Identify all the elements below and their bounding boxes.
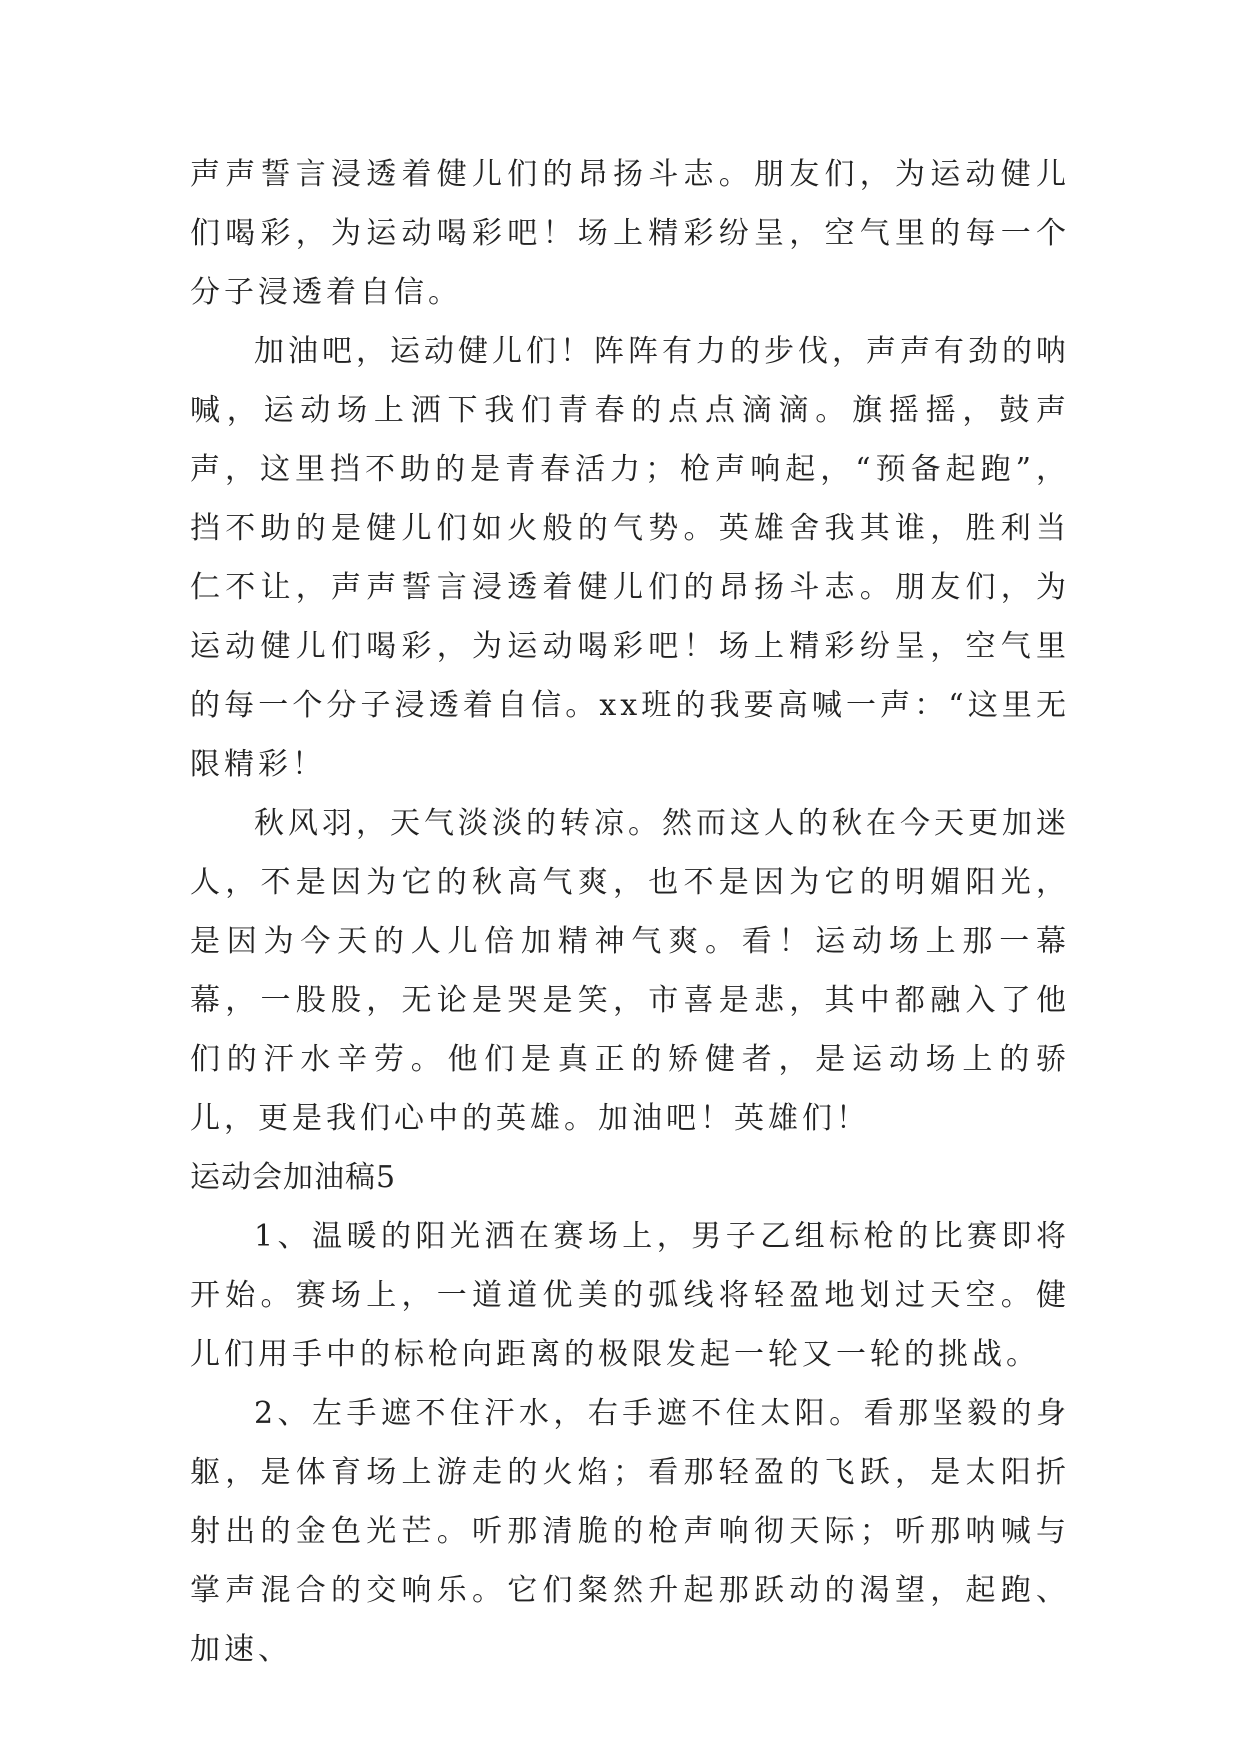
- paragraph-1: 声声誓言浸透着健儿们的昂扬斗志。朋友们，为运动健儿们喝彩，为运动喝彩吧！场上精彩纷呈，空气里的每一个分子浸透着自信。: [190, 157, 1070, 310]
- document-body: [190, 145, 1070, 1679]
- paragraph-4: 1、温暖的阳光洒在赛场上，男子乙组标枪的比赛即将开始。赛场上，一道道优美的弧线将轻盈地划过天空。健儿们用手中的标枪向距离的极限发起一轮又一轮的挑战。: [190, 1219, 1070, 1372]
- paragraph-3: 秋风羽，天气淡淡的转凉。然而这人的秋在今天更加迷人，不是因为它的秋高气爽，也不是因为它的明媚阳光，是因为今天的人儿倍加精神气爽。看！运动场上那一幕幕，一股股，无论是哭是笑，市喜是悲，其中都融入了他们的汗水辛劳。他们是真正的矫健者，是运动场上的骄儿，更是我们心中的英雄。加油吧！英雄们！: [190, 806, 1070, 1136]
- paragraph-2: 加油吧，运动健儿们！阵阵有力的步伐，声声有劲的呐喊，运动场上洒下我们青春的点点滴滴。旗摇摇，鼓声声，这里挡不助的是青春活力；枪声响起，“预备起跑”，挡不助的是健儿们如火般的气势。英雄舍我其谁，胜利当仁不让，声声誓言浸透着健儿们的昂扬斗志。朋友们，为运动健儿们喝彩，为运动喝彩吧！场上精彩纷呈，空气里的每一个分子浸透着自信。xx班的我要高喊一声：“这里无限精彩！: [190, 334, 1070, 782]
- section-heading: 运动会加油稿5: [190, 1160, 397, 1195]
- paragraph-5: 2、左手遮不住汗水，右手遮不住太阳。看那坚毅的身躯，是体育场上游走的火焰；看那轻盈的飞跃，是太阳折射出的金色光芒。听那清脆的枪声响彻天际；听那呐喊与掌声混合的交响乐。它们粲然升起那跃动的渴望，起跑、加速、: [190, 1396, 1070, 1667]
